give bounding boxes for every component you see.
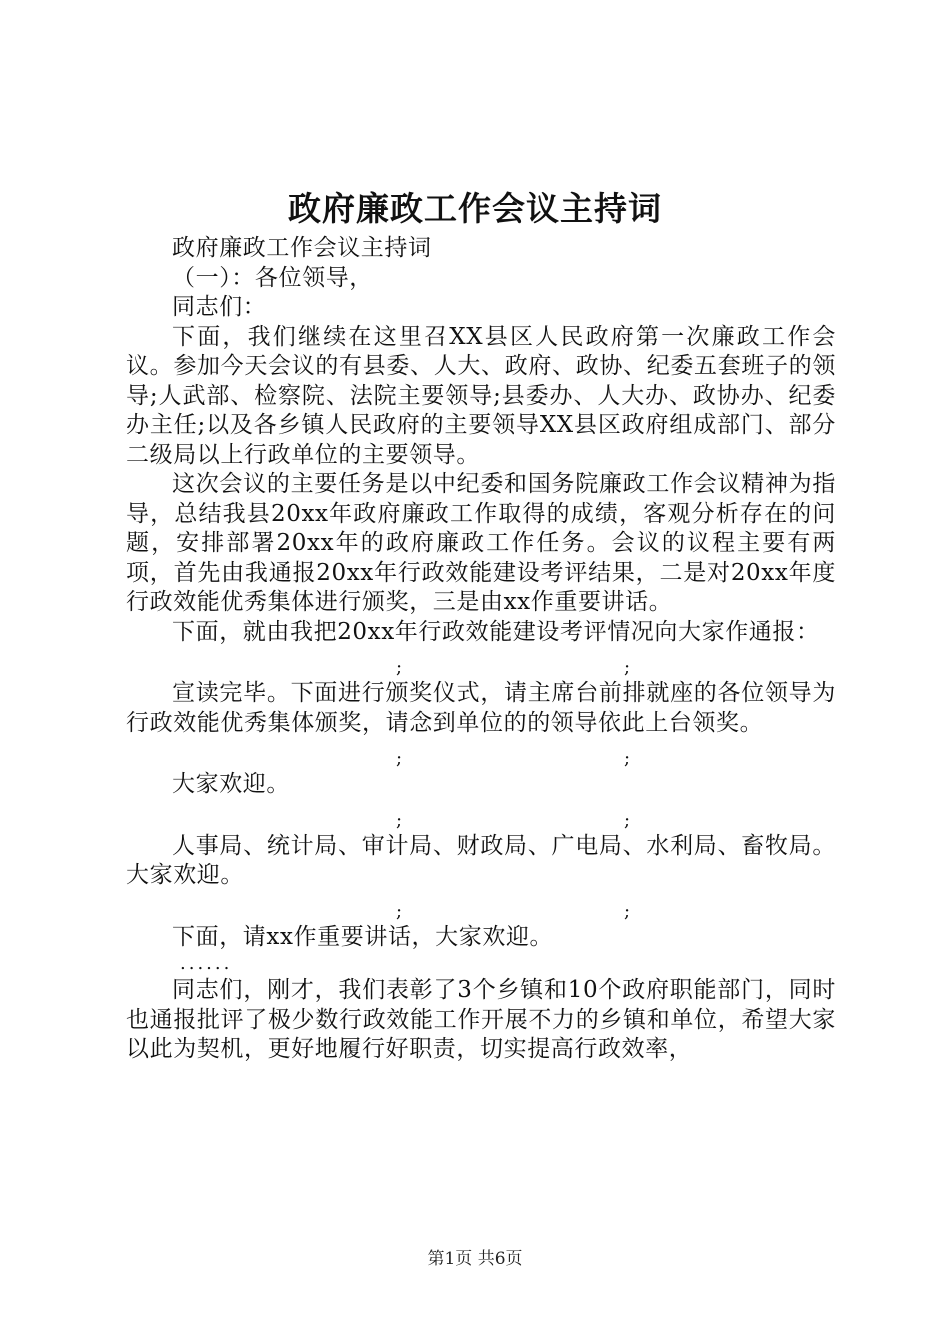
paragraph-bureaus: 人事局、统计局、审计局、财政局、广电局、水利局、畜牧局。大家欢迎。 — [126, 832, 836, 888]
paragraph-award-ceremony: 宣读完毕。下面进行颁奖仪式，请主席台前排就座的各位领导为行政效能优秀集体颁奖，请念到单位的的领导依此上台领奖。 — [126, 680, 836, 736]
paragraph-report-intro: 下面，就由我把20xx年行政效能建设考评情况向大家作通报： — [172, 618, 820, 645]
paragraph-heading-repeat: 政府廉政工作会议主持词 — [172, 235, 432, 261]
semicolon-mark: ; — [624, 657, 631, 678]
ellipsis-dots: ...... — [180, 953, 233, 974]
paragraph-agenda: 这次会议的主要任务是以中纪委和国务院廉政工作会议精神为指导，总结我县20xx年政府廉政工作取得的成绩，客观分析存在的问题，安排部署20xx年的政府廉政工作任务。会议的议程主要有两项，首先由我通报20xx年行政效能建设考评结果，二是对20xx年度行政效能优秀集体进行颁奖，三是由xx作重要讲话。 — [126, 471, 836, 615]
page-number-footer: 第1页 共6页 — [427, 1249, 523, 1269]
semicolon-row — [126, 738, 836, 770]
semicolon-mark: ; — [396, 748, 403, 769]
paragraph-closing: 同志们，刚才，我们表彰了3个乡镇和10个政府职能部门，同时也通报批评了极少数行政效能工作开展不力的乡镇和单位，希望大家以此为契机，更好地履行好职责，切实提高行政效率， — [126, 977, 836, 1062]
semicolon-mark: ; — [396, 809, 403, 831]
semicolon-mark: ; — [624, 748, 631, 769]
semicolon-mark: ; — [396, 657, 403, 678]
paragraph-greeting-leaders: （一）：各位领导， — [172, 264, 373, 291]
semicolon-row — [126, 647, 836, 679]
paragraph-attendees: 下面，我们继续在这里召XX县区人民政府第一次廉政工作会议。参加今天会议的有县委、人大、政府、政协、纪委五套班子的领导;人武部、检察院、法院主要领导;县委办、人大办、政协办、纪委办主任;以及各乡镇人民政府的主要领导XX县区政府组成部门、部分二级局以上行政单位的主要领导。 — [126, 323, 836, 468]
semicolon-mark: ; — [624, 900, 631, 922]
document-body — [126, 234, 836, 1065]
semicolon-row — [126, 891, 836, 923]
semicolon-mark: ; — [624, 809, 631, 831]
document-title: 政府廉政工作会议主持词 — [288, 189, 662, 228]
paragraph-welcome: 大家欢迎。 — [172, 771, 290, 797]
semicolon-mark: ; — [396, 900, 403, 922]
paragraph-greeting-comrades: 同志们： — [172, 294, 267, 320]
semicolon-row — [126, 800, 836, 832]
paragraph-speech-invite: 下面，请xx作重要讲话，大家欢迎。 — [172, 923, 554, 950]
